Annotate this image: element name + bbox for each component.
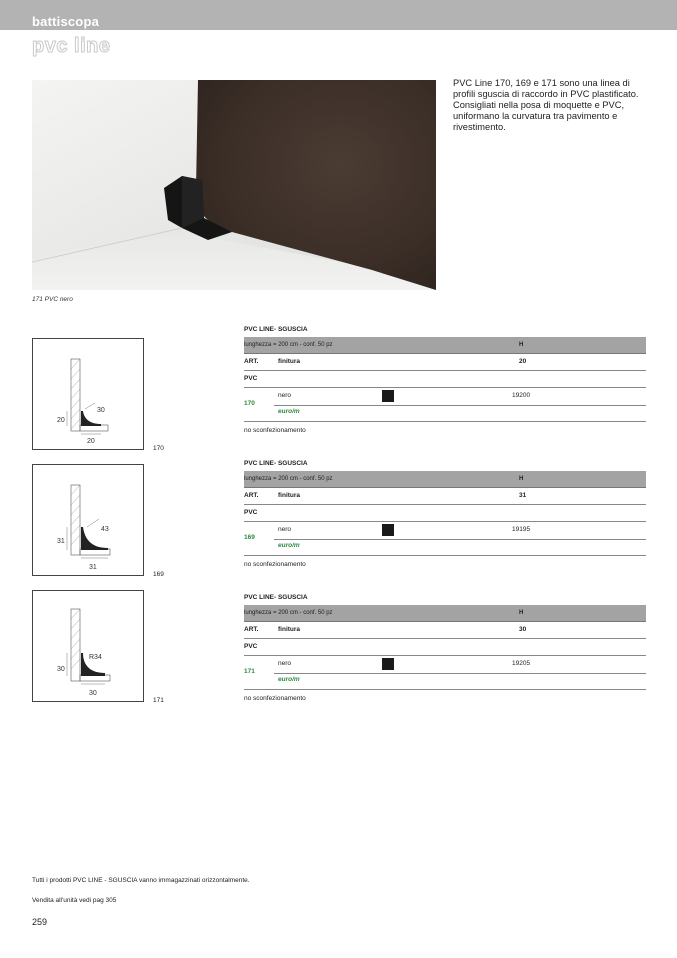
finish-label: finitura — [278, 358, 301, 365]
table-spec-row — [244, 605, 646, 622]
drawing-base-label: 30 — [89, 690, 97, 697]
material-row — [244, 639, 646, 656]
spec-text: lunghezza = 200 cm - conf. 50 pz — [244, 342, 333, 348]
price-unit: euro/m — [278, 676, 300, 683]
table-title: PVC LINE- SGUSCIA — [244, 460, 308, 467]
table-row — [244, 388, 646, 422]
spec-text: lunghezza = 200 cm - conf. 50 pz — [244, 476, 333, 482]
h-header: H — [519, 610, 524, 616]
art-label: ART. — [244, 626, 259, 633]
drawing-base-label: 31 — [89, 564, 97, 571]
color-name: nero — [278, 526, 292, 533]
table-header-row — [244, 354, 646, 371]
finish-label: finitura — [278, 626, 301, 633]
article-number: 19200 — [512, 392, 531, 399]
price-unit: euro/m — [278, 542, 300, 549]
art-label: ART. — [244, 492, 259, 499]
color-name: nero — [278, 392, 292, 399]
table-title: PVC LINE- SGUSCIA — [244, 594, 308, 601]
drawing-base-label: 20 — [87, 438, 95, 445]
intro-text: PVC Line 170, 169 e 171 sono una linea di profili sguscia di raccordo in PVC plastificato. Consigliati nella posa di moquette e PVC, uniformano la curvatura tra pavimento e rivestimento. — [453, 78, 639, 132]
drawing-height-label: 31 — [57, 538, 65, 545]
product-table-170 — [244, 325, 646, 438]
spec-text: lunghezza = 200 cm - conf. 50 pz — [244, 610, 333, 616]
table-header-row — [244, 622, 646, 639]
h-header: H — [519, 342, 524, 348]
material-row — [244, 505, 646, 522]
profile-drawing-170 — [32, 338, 144, 450]
photo-caption: 171 PVC nero — [32, 296, 73, 303]
table-row — [244, 656, 646, 690]
drawing-diag-label: 30 — [97, 407, 105, 414]
table-spec-row — [244, 337, 646, 354]
table-note: no sconfezionamento — [244, 427, 306, 434]
material-label: PVC — [244, 375, 258, 382]
drawing-diag-label: 43 — [101, 526, 109, 533]
table-header-row — [244, 488, 646, 505]
material-label: PVC — [244, 509, 258, 516]
material-row — [244, 371, 646, 388]
article-number: 19205 — [512, 660, 531, 667]
product-code: 170 — [244, 400, 255, 407]
profile-drawing-171 — [32, 590, 144, 702]
product-code: 171 — [244, 668, 255, 675]
product-code: 169 — [244, 534, 255, 541]
page-number: 259 — [32, 917, 48, 927]
drawing-code-169: 169 — [153, 571, 164, 578]
art-label: ART. — [244, 358, 259, 365]
table-row — [244, 522, 646, 556]
h-value: 20 — [519, 358, 527, 365]
table-title: PVC LINE- SGUSCIA — [244, 326, 308, 333]
h-value: 30 — [519, 626, 527, 633]
product-photo — [32, 80, 436, 290]
article-number: 19195 — [512, 526, 531, 533]
color-swatch — [382, 524, 394, 536]
drawing-height-label: 30 — [57, 666, 65, 673]
h-value: 31 — [519, 492, 527, 499]
material-label: PVC — [244, 643, 258, 650]
drawing-code-170: 170 — [153, 445, 164, 452]
finish-label: finitura — [278, 492, 301, 499]
drawing-radius-label: R34 — [89, 654, 102, 661]
table-note: no sconfezionamento — [244, 561, 306, 568]
product-line-title: pvc line — [32, 35, 111, 57]
color-name: nero — [278, 660, 292, 667]
product-table-171 — [244, 593, 646, 706]
drawing-height-label: 20 — [57, 417, 65, 424]
category-title: battiscopa — [32, 14, 100, 29]
table-spec-row — [244, 471, 646, 488]
color-swatch — [382, 658, 394, 670]
color-swatch — [382, 390, 394, 402]
price-unit: euro/m — [278, 408, 300, 415]
product-table-169 — [244, 459, 646, 572]
profile-drawing-169 — [32, 464, 144, 576]
drawing-code-171: 171 — [153, 697, 164, 704]
table-note: no sconfezionamento — [244, 695, 306, 702]
storage-note: Tutti i prodotti PVC LINE - SGUSCIA vanno immagazzinati orizzontalmente. — [32, 877, 250, 884]
sales-note: Vendita all'unità vedi pag 305 — [32, 897, 117, 904]
header-bar — [0, 0, 677, 30]
h-header: H — [519, 476, 524, 482]
